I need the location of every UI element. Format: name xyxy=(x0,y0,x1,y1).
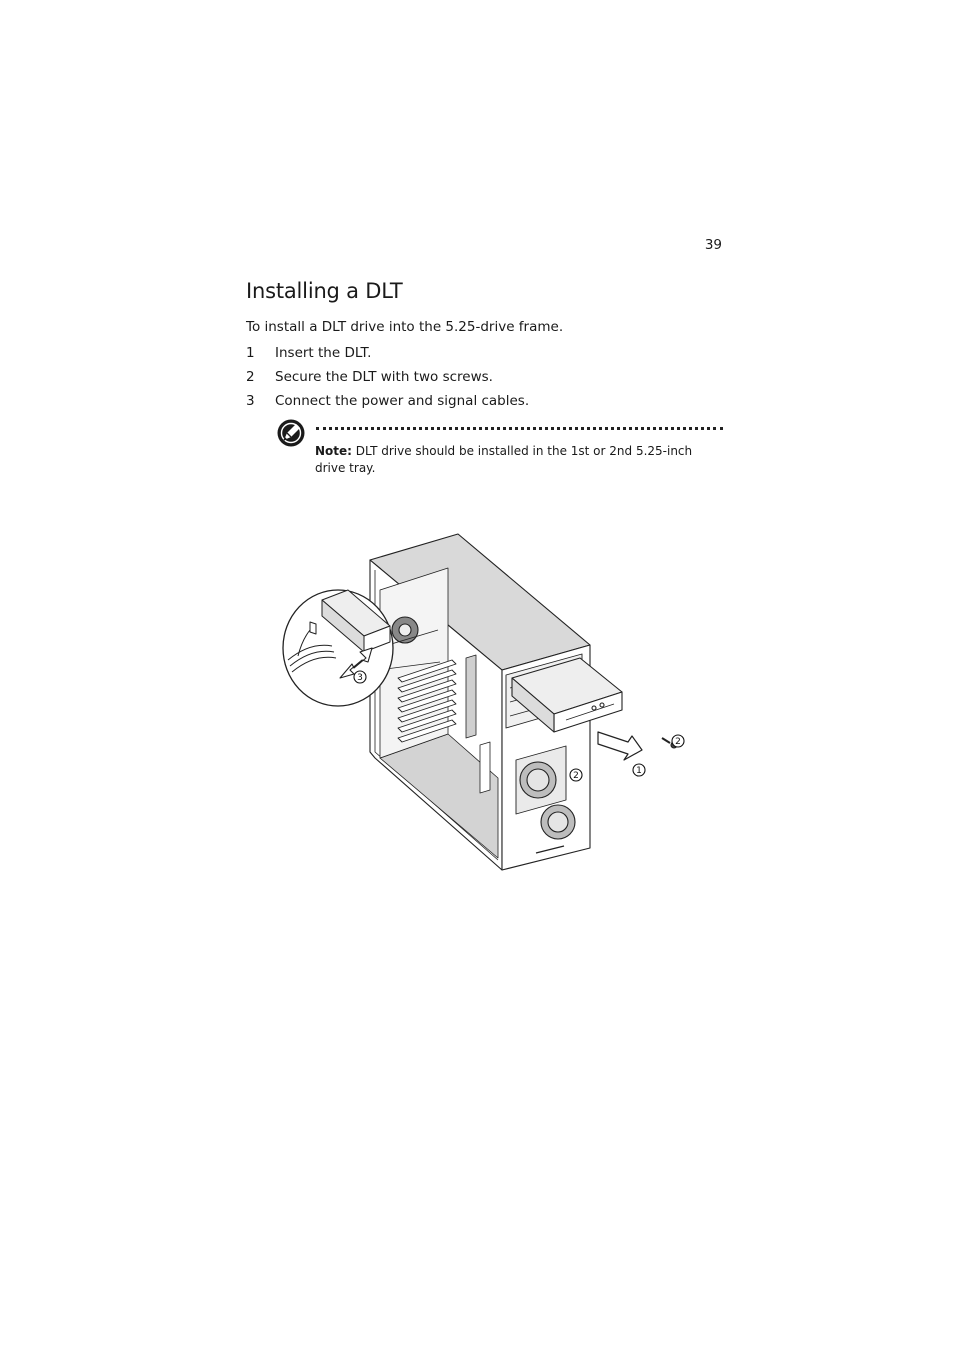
callout-3: 3 xyxy=(357,673,363,683)
callout-2: 2 xyxy=(675,737,681,747)
step-text: Insert the DLT. xyxy=(275,345,372,361)
step-number: 1 xyxy=(246,345,255,361)
intro-paragraph: To install a DLT drive into the 5.25-drive frame. xyxy=(246,319,564,335)
note-label: Note: xyxy=(315,444,352,458)
section-heading: Installing a DLT xyxy=(246,279,403,303)
note-body: DLT drive should be installed in the 1st or 2nd 5.25-inch drive tray. xyxy=(315,444,693,475)
callout-2-front: 2 xyxy=(573,771,579,781)
dlt-installation-figure xyxy=(280,530,700,875)
note-text xyxy=(315,443,705,477)
page-number: 39 xyxy=(704,237,722,253)
step-item xyxy=(246,393,529,417)
step-text: Connect the power and signal cables. xyxy=(275,393,530,409)
callout-1: 1 xyxy=(636,766,642,776)
step-item xyxy=(246,345,529,369)
step-list xyxy=(246,345,529,417)
note-divider xyxy=(316,427,723,430)
step-text: Secure the DLT with two screws. xyxy=(275,369,493,385)
step-number: 3 xyxy=(246,393,255,409)
note-pencil-icon xyxy=(276,418,306,448)
step-item xyxy=(246,369,529,393)
step-number: 2 xyxy=(246,369,255,385)
